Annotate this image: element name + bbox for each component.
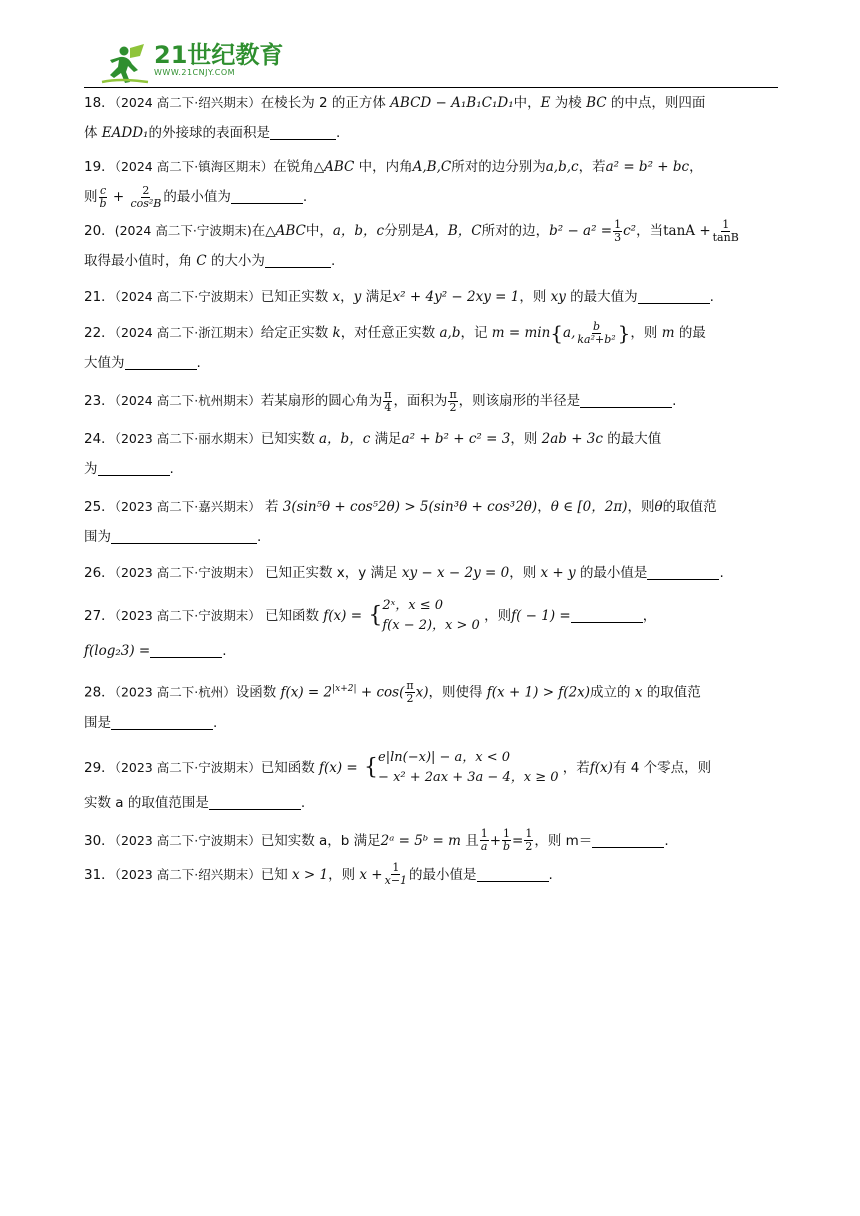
question-20: 20．(2024 高二下·宁波期末)在△ABC中，a，b，c分别是A，B，C所对的边，b² − a² = $\frac{1}{3}$ c²，当tanA + $\frac{1}{\tan B}$ 取得最小值时，角 C 的大小为 . <box>84 217 739 269</box>
question-31: 31．（2023 高二下·绍兴期末）已知 x > 1，则 x + $\frac{1}{x-1}$ 的最小值是 . <box>84 861 553 887</box>
brand-logo <box>100 42 283 86</box>
question-18: 18．（2024 高二下·绍兴期末）在棱长为 2 的正方体 ABCD − A₁B₁C₁D₁中，E 为棱 BC 的中点，则四面 体 EADD₁的外接球的表面积是 . <box>84 95 706 141</box>
logo-title: 21世纪教育 <box>154 41 284 69</box>
answer-blank[interactable] <box>270 123 336 140</box>
answer-blank[interactable] <box>125 353 197 370</box>
question-21: 21．（2024 高二下·宁波期末）已知正实数 x，y 满足x² + 4y² − 2xy = 1，则 xy 的最大值为 . <box>84 289 714 305</box>
answer-blank[interactable] <box>150 641 222 658</box>
answer-blank[interactable] <box>477 865 549 882</box>
question-30: 30．（2023 高二下·宁波期末）已知实数 a，b 满足2ᵃ = 5ᵇ = m 且 $\frac{1}{a}$ + $\frac{1}{b}$ = $\frac{1}{2}$ ，则 m＝ . <box>84 827 669 853</box>
answer-blank[interactable] <box>638 287 710 304</box>
piecewise-function: { 2ˣ，x ≤ 0 f(x − 2)，x > 0 <box>368 598 480 633</box>
fraction: $\frac{1}{3}$ <box>614 217 622 244</box>
fraction: $\frac{c}{b}$ <box>99 183 107 210</box>
fraction: $\frac{\pi}{2}$ <box>449 387 457 414</box>
fraction: $\frac{\pi}{2}$ <box>406 679 414 705</box>
answer-blank[interactable] <box>571 606 643 623</box>
question-22: 22．（2024 高二下·浙江期末）给定正实数 k，对任意正实数 a,b，记 m = min{a, $\frac{b}{\text{ka²+b²}}$ }，则 m 的最 大值为 . <box>84 319 706 371</box>
question-24: 24．（2023 高二下·丽水期末）已知实数 a，b，c 满足a² + b² + c² = 3，则 2ab + 3c 的最大值 为 . <box>84 431 662 477</box>
answer-blank[interactable] <box>592 831 664 848</box>
question-list <box>84 88 778 890</box>
runner-logo-icon <box>100 42 152 86</box>
question-26: 26．（2023 高二下·宁波期末） 已知正实数 x，y 满足 xy − x − 2y = 0，则 x + y 的最小值是 . <box>84 565 724 581</box>
answer-blank[interactable] <box>209 793 301 810</box>
answer-blank[interactable] <box>111 713 213 730</box>
page-header <box>84 38 778 88</box>
logo-url: WWW.21CNJY.COM <box>154 68 236 77</box>
question-29: 29．（2023 高二下·宁波期末）已知函数 f(x) = { e|ln(−x)| − a，x < 0 − x² + 2ax + 3a − 4，x ≥ 0 ，若f(x)有 4 个零点，则 实数 a 的取值范围是 . <box>84 749 712 811</box>
piecewise-function: { e|ln(−x)| − a，x < 0 − x² + 2ax + 3a − 4，x ≥ 0 <box>364 749 559 785</box>
question-23: 23．（2024 高二下·杭州期末）若某扇形的圆心角为 $\frac{\pi}{4}$ ，面积为 $\frac{\pi}{2}$ ，则该扇形的半径是 . <box>84 387 677 414</box>
question-19: 19．（2024 高二下·镇海区期末）在锐角△ABC 中，内角A,B,C所对的边分别为a,b,c，若a² = b² + bc， 则 $\frac{c}{b}$ + $\frac{2}{\text{cos²B}}$ 的最小值为 . <box>84 159 703 210</box>
question-25: 25．（2023 高二下·嘉兴期末） 若 3(sin⁵θ + cos⁵2θ) > 5(sin³θ + cos³2θ)，θ ∈ [0，2π)，则θ的取值范 围为 . <box>84 499 717 545</box>
fraction: $\frac{b}{\text{ka²+b²}}$ <box>577 319 616 346</box>
answer-blank[interactable] <box>231 187 303 204</box>
answer-blank[interactable] <box>265 251 331 268</box>
fraction: $\frac{1}{b}$ <box>503 827 511 853</box>
fraction: $\frac{2}{\text{cos²B}}$ <box>130 183 162 210</box>
fraction: $\frac{\pi}{4}$ <box>384 387 392 414</box>
answer-blank[interactable] <box>647 563 719 580</box>
question-28: 28．（2023 高二下·杭州）设函数 $f(x) = 2^{|x+2|} + \cos$( $\frac{\pi}{2}$ x)，则使得 f(x + 1) > f(2x)成立的 x 的取值范 围是 . <box>84 679 701 731</box>
fraction: $\frac{1}{x-1}$ <box>384 861 408 887</box>
answer-blank[interactable] <box>98 459 170 476</box>
answer-blank[interactable] <box>580 391 672 408</box>
fraction: $\frac{1}{2}$ <box>525 827 533 853</box>
fraction: $\frac{1}{a}$ <box>480 827 488 853</box>
answer-blank[interactable] <box>111 527 257 544</box>
question-27: 27．（2023 高二下·宁波期末） 已知函数 f(x) = { 2ˣ，x ≤ 0 f(x − 2)，x > 0 ，则f( − 1) = ， f(log₂3) = . <box>84 598 657 659</box>
fraction: $\frac{1}{\tan B}$ <box>712 217 739 244</box>
